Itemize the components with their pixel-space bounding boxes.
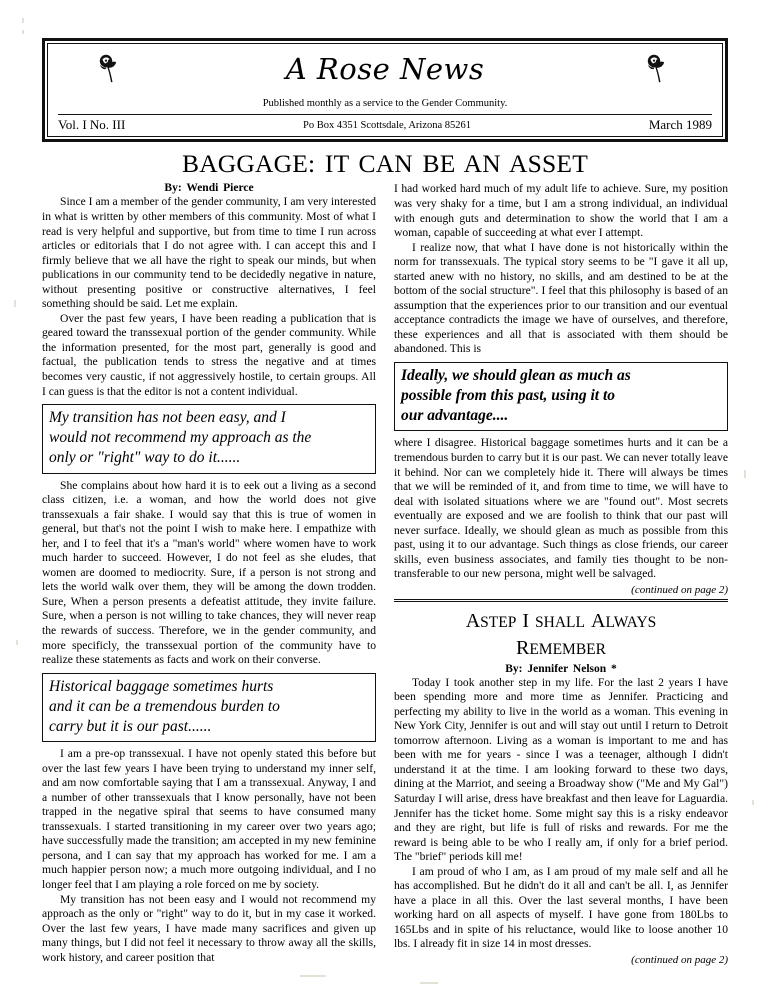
masthead-divider xyxy=(58,114,712,115)
column-container xyxy=(42,182,728,966)
rose-icon xyxy=(644,52,674,84)
article-2-continued-note: (continued on page 2) xyxy=(631,954,728,967)
masthead-inner xyxy=(47,43,723,137)
pull-quote-line: would not recommend my approach as the xyxy=(49,429,312,447)
headline-smallcaps: LWAYS xyxy=(605,613,657,631)
right-column xyxy=(394,182,728,966)
headline-cap: R xyxy=(516,636,530,659)
paragraph: My transition has not been easy and I would not recommend my approach as the only or "right" way to do it, but in my case it worked. Over the last few years, I have made many sacrifices and given up many things, but I did not feel it necessary to throw away all the skills, work history, and career position that xyxy=(42,892,376,964)
issue-date: March 1989 xyxy=(648,117,712,133)
article-2-byline: By: Jennifer Nelson * xyxy=(505,662,617,675)
pull-quote-line: Historical baggage sometimes hurts xyxy=(49,677,274,695)
paragraph: I am proud of who I am, as I am proud of my male self and all he has accomplished. But he didn't do it all and can't be all. I, as Jennifer have a place in all this. Over the last several months, I have been working hard on all aspects of myself. I have gone from 180Lbs to 165Lbs and in spite of his reluctance, would like to loose another 10 lbs. I already fit in size 14 in most dresses. xyxy=(394,864,728,951)
headline-line-2 xyxy=(394,634,728,661)
pull-quote-line: only or "right" way to do it...... xyxy=(49,449,241,467)
masthead-address: Po Box 4351 Scottsdale, Arizona 85261 xyxy=(303,120,472,131)
headline-line-1 xyxy=(394,607,728,634)
left-column xyxy=(42,182,376,966)
scan-artifact xyxy=(22,18,24,23)
masthead-footer-row xyxy=(58,117,712,133)
article-1-byline: By: Wendi Pierce xyxy=(164,182,254,195)
paragraph: Since I am a member of the gender community, I am very interested in what is written by other members of this community. Most of what I read is very helpful and supportive, but from time to time I run across articles or editorials that I do not agree with. I can accept this and I firmly believe that we all have the right to speak our minds, but when publications in our community tend to be decidedly negative in nature, without presenting positive or constructive alternatives, I feel something should be said. Let me explain. xyxy=(42,195,376,311)
pull-quote-2 xyxy=(42,673,376,742)
scan-artifact xyxy=(16,640,18,645)
pull-quote-line: My transition has not been easy, and I xyxy=(49,409,286,427)
section-divider xyxy=(394,599,728,602)
headline-cap: I xyxy=(522,609,530,632)
paragraph: I am a pre-op transsexual. I have not openly stated this before but over the last few years I have been trying to understand my inner self, and am now comfortable saying that I am a transsexual. Anyway, I and a number of other transsexuals that I know personally, have not been trapped in the negative spiral that seems to have consumed many transsexuals. I started transitioning in my career over two years ago; have successfully made the transition; am accepted in my new feminine persona, and I can say that my approach has worked for me. I am a much happier person now; a much more outgoing individual, and I no longer feel that I am playing a role forced on me by society. xyxy=(42,747,376,891)
paragraph: Over the past few years, I have been reading a publication that is geared toward the transsexual portion of the gender community. While the information presented, for the most part, generally is good and factual, the publication tends to stress the negative and at times becomes very caustic, if not aggressively hostile, to certain groups. All I can guess is that the editor is not a content individual. xyxy=(42,311,376,398)
headline-smallcaps: STEP xyxy=(480,613,517,631)
masthead-title-row xyxy=(58,50,712,96)
scan-artifact xyxy=(744,470,746,478)
article-1-continued-note: (continued on page 2) xyxy=(631,583,728,596)
scan-artifact xyxy=(22,30,24,34)
pull-quote-line: possible from this past, using it to xyxy=(401,387,616,405)
rose-icon xyxy=(96,52,126,84)
headline-smallcaps: EMEMBER xyxy=(529,640,606,658)
pull-quote-line: Ideally, we should glean as much as xyxy=(401,367,631,384)
paragraph: where I disagree. Historical baggage sometimes hurts and it can be a tremendous burden to carry but it is our past. We can never totally leave it behind. Nor can we completely hide it. There will always be times that we will be reminded of it, and from time to time, we will have to deal with isolated situations where we are "found out". Most secrets eventually are exposed and we are foolish to think that our past will never surface. Ideally, we should glean as much as possible from this past, using it to our advantage. Such things as close friends, our career skills, even business associates, and family ties thought to be non-transferable to our new persona, might well be salvaged. xyxy=(394,436,728,581)
pull-quote-line: our advantage.... xyxy=(401,407,509,425)
newsletter-page xyxy=(42,38,728,967)
paragraph: I had worked hard much of my adult life to achieve. Sure, my position was very shaky for a time, but I am a strong individual, an individual with enough guts and determination to show the world that I am a woman, capable of succeeding at what ever I attempt. xyxy=(394,182,728,240)
publication-title: A Rose News xyxy=(285,52,485,86)
headline-cap: A xyxy=(590,609,606,632)
paragraph: She complains about how hard it is to eek out a living as a second class citizen, i.e. a woman, and how the world does not give transsexuals a fair shake. I would say that this is true of women in general, but that's not the point I wish to make here. I empathize with her, and I to feel that it's a "man's world" where women have to work much harder to succeed. However, I do not feel as she eludes, that women are doomed to mediocrity. Sure, if a person is not strong and lets the world walk over them, they will be among the down trodden. Sure, When a person presents a defeatist attitude, they invite failure. Sure, when a person is not willing to take chances, they will never reap the rewards of success. Therefore, we in the gender community, and more specificly, the transsexual portion of the community have to realize these statements as facts and work on their converse. xyxy=(42,478,376,667)
scan-artifact xyxy=(420,982,438,984)
article-1-headline: BAGGAGE: IT CAN BE AN ASSET xyxy=(181,149,588,179)
scan-artifact xyxy=(752,800,754,805)
pull-quote-1 xyxy=(42,404,376,473)
paragraph: I realize now, that what I have done is not historically within the norm for transsexuals. The typical story seems to be "I gave it all up, started anew with no history, no skills, and am destined to be at the bottom of the social structure". I feel that this philosophy is based of an assumption that the experiences prior to our transition and our eventual acceptance contradicts the image we have of ourselves, and therefore, these experiences and all that is associated with them should be abandoned. This is xyxy=(394,240,728,356)
pull-quote-line: carry but it is our past...... xyxy=(49,717,212,735)
volume-number: Vol. I No. III xyxy=(58,117,126,133)
masthead-subtitle-line-1: Published monthly as a service to the Gender Community. xyxy=(262,98,508,109)
pull-quote-line: and it can be a tremendous burden to xyxy=(49,697,280,715)
paragraph: Today I took another step in my life. For the last 2 years I have been spending more and more time as Jennifer. Practicing and perfecting my ability to live in the world as a woman. This evening in New York City, Jennifer is out and will stay out until I return to Detroit tomorrow afternoon. Living as a woman is important to me and has been with me for years - since I was a teenager, although I didn't understand it at the time. I am looking forward to these two days, dining at the Marriot, and seeing a Broadway show ("Me and My Gal") Saturday I will arise, dress have breakfast and then leave for Laguardia. Jennifer has the ticket home. Some might say this is a risky endeavor and they are right, but life is full of risks and rewards. For me the reward is being able to be who I really am, if only for a brief period. The "brief" periods kill me! xyxy=(394,675,728,864)
pull-quote-3 xyxy=(394,362,728,431)
masthead xyxy=(42,38,728,142)
headline-cap: A xyxy=(465,609,481,632)
scan-artifact xyxy=(300,975,326,977)
headline-smallcaps: SHALL xyxy=(535,613,585,631)
scan-artifact xyxy=(14,300,16,307)
article-2-headline xyxy=(394,607,728,661)
